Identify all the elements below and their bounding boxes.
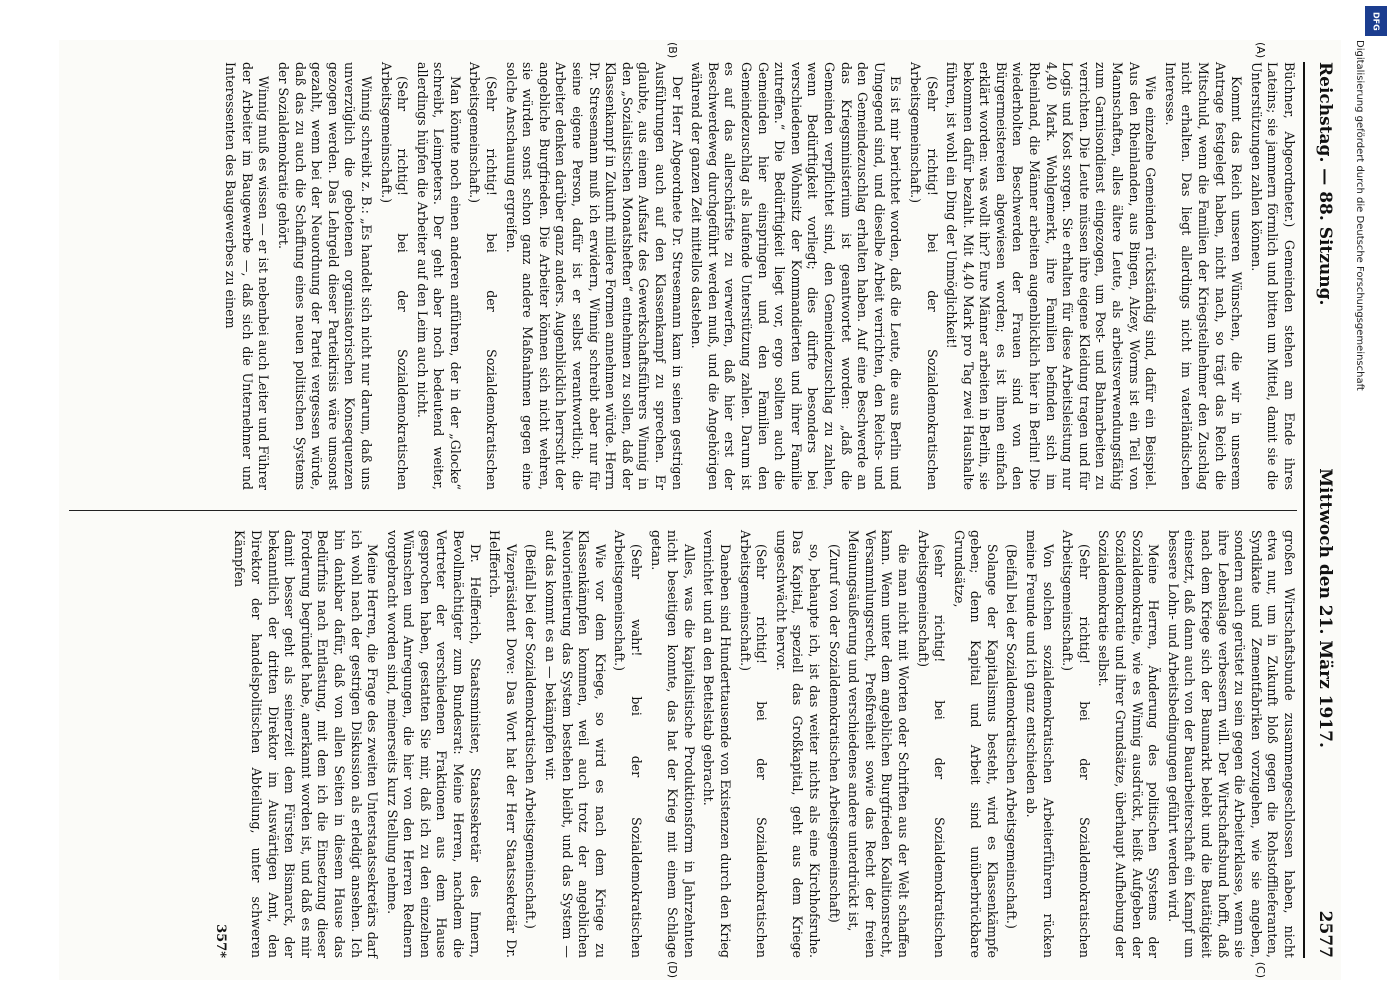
paragraph: Meine Herren, die Frage des zweiten Unterstaatssekretärs darf ich wohl nach der gestrigen Diskussion als erledigt ansehen. Ich bin dankbar dafür, daß von allen Seiten in diesem Hause das Bedürfnis nach Entlastung, mit dem ich die Einsetzung dieser Forderung begründet habe, anerkannt worden ist, und daß es mir damit besser geht als seinerzeit dem Fürsten Bismarck, der bekanntlich der dritten Direktor im Auswärtigen Amt, den Direktor der handelspolitischen Abteilung, unter schweren Kämpfen <box>232 530 381 958</box>
paragraph: Kommt das Reich unseren Wünschen, die wir in unserem Antrage festgelegt haben, nicht nach, so trägt das Reich die Mitschuld, wenn die Familien der Kriegsteilnehmer den Zuschlag nicht erhalten. Das liegt allerdings nicht im vaterländischen Interesse. <box>1162 62 1245 490</box>
interjection: (Sehr richtig! bei der Sozialdemokratischen Arbeitsgemeinschaft.) <box>378 62 411 490</box>
document-page <box>59 40 1341 980</box>
paragraph: Daneben sind Hunderttausende von Existenzen durch den Krieg vernichtet und an den Bettelstab gebracht. <box>701 530 733 958</box>
interjection: (Sehr richtig! bei der Sozialdemokratischen Arbeitsgemeinschaft.) <box>1060 530 1092 958</box>
interjection: (sehr richtig! bei der Sozialdemokratischen Arbeitsgemeinschaft) <box>915 530 948 958</box>
paragraph: Es ist mir berichtet worden, daß die Leute, die aus Berlin und Umgegend sind, und dieselbe Arbeit verrichten, den Reichs- und den Gemeindezuschlag erhalten haben. Auf eine Beschwerde an das Kriegsministerium ist geantwortet worden: „daß die Gemeinden verpflichtet sind, den Gemeindezuschlag zu zahlen, wenn Bedürftigkeit vorliegt; dies dürfte besonders bei verschiedenen Wohnsitz der Kommandierten und ihrer Familie zutreffen.“ Die Bedürftigkeit liegt vor, ergo sollten auch die Gemeinden hier einspringen und den Familien den Gemeindezuschlag als laufende Unterstützung zahlen. Darum ist es auf das allerschärfste zu verwerfen, daß hier erst der Beschwerdeweg durchgeführt werden muß, und die Angehörigen während der ganzen Zeit mittellos dastehen. <box>689 62 904 490</box>
paragraph: Der Herr Abgeordnete Dr. Stresemann kam in seinen gestrigen Ausführungen auch auf den Klassenkampf zu sprechen. Er glaubte, aus einem Aufsatz des Gewerkschaftsführers Winnig in den „Sozialistischen Monatsheften“ entnehmen zu sollen, daß der Klassenkampf in Zukunft mildere Formen annehmen würde. Herrn Dr. Stresemann muß ich erwidern, Winnig schreibt aber nur für seine eigene Person, dafür ist er selbst verantwortlich; die Arbeiter denken darüber ganz anders. Augenblicklich herrscht der angebliche Burgfrieden. Die Arbeiter können sich nicht wehren, sie würden sonst schon ganz andere Maßnahmen gegen eine solche Anschauung ergreifen. <box>503 62 685 490</box>
margin-mark-d: (D) <box>666 960 679 978</box>
speaker-paragraph: Dr. Helfferich, Staatsminister, Staatssekretär des Innern, Bevollmächtigter zum Bundesrat: Meine Herren, nachdem die Vertreter der verschiedenen Fraktionen aus dem Hause gesprochen haben, gestatten Sie mir, daß ich zu den einzelnen Wünschen und Anregungen, die hier von den Herren Rednern vorgebracht worden sind, meinerseits kurz Stellung nehme. <box>384 530 483 958</box>
digitization-credit: Digitalisierung gefördert durch die Deutsche Forschungsgemeinschaft <box>1354 40 1365 391</box>
right-column <box>69 530 1297 978</box>
left-column <box>69 42 1297 490</box>
interjection: (Beifall bei der Sozialdemokratischen Arbeitsgemeinschaft.) <box>523 544 539 929</box>
paragraph: Man könnte noch einen anderen anführen, der in der „Glocke“ schreibt, Leimpeters. Der geht aber noch bedeutend weiter, allerdings hüpfen die Arbeiter auf den Leim auch nicht. <box>414 62 463 490</box>
interjection: (Sehr wahr! bei der Sozialdemokratischen Arbeitsgemeinschaft.) <box>612 530 645 958</box>
paragraph: Winnig schreibt z. B.: „Es handelt sich nicht nur darum, daß uns unverzüglich die gebotenen organisatorischen Konsequenzen gezogen werden. Das Lehrgeld dieser Parteikrisis wäre umsonst gezahlt, wenn bei der Neuordnung der Partei vergessen würde, daß das zu auch die Schaffung eines neuen politischen Systems der Sozialdemokratie gehört. <box>275 62 374 490</box>
paragraph: Solange der Kapitalismus besteht, wird es Klassenkämpfe geben; denn Kapital und Arbeit sind unüberbrückbare Grundsätze, <box>951 530 1000 958</box>
paragraph: großen Wirtschaftsbunde zusammengeschlossen haben, nicht etwa nur, um in Zukunft bloß gegen die Rohstofflieferanten, Syndikate und Zementfabriken vorzugehen, wie sie angeben, sondern auch gerüstet zu sein gegen die Arbeiterklasse, wenn sie ihre Lebenslage verbessern will. Der Wirtschaftsbund hofft, daß nach dem Kriege sich der Baumarkt belebt und die Bautätigkeit einsetzt, daß dann auch von der Bauarbeiterschaft ein Kampf um bessere Lohn- und Arbeitsbedingungen geführt werden wird. <box>1165 530 1297 958</box>
paragraph: Büchner, Abgeordneter.) Gemeinden stehen am Ende ihres Lateins; sie jammern förmlich und bitten um Mittel, damit sie die Unterstützungen zahlen können. <box>1248 62 1297 490</box>
interjection: (Sehr richtig! bei der Sozialdemokratischen Arbeitsgemeinschaft.) <box>467 62 500 490</box>
paragraph: Alles, was die kapitalistische Produktionsform in Jahrzehnten nicht beseitigen konnte, das hat der Krieg mit einem Schlage getan. <box>648 530 697 958</box>
paragraph: die man nicht mit Worten oder Schriften aus der Welt schaffen kann. Wenn unter dem angeblichen Burgfrieden Koalitionsrecht, Versammlungsrecht, Preßfreiheit sowie das Recht der freien Meinungsäußerung und verschiedenes andere unterdrückt ist, <box>846 530 911 958</box>
page-header <box>1303 62 1335 958</box>
paragraph: Von solchen sozialdemokratischen Arbeiterführern rücken meine Freunde und ich ganz entschieden ab. <box>1024 530 1056 958</box>
speaker-paragraph: Vizepräsident Dove: Das Wort hat der Herr Staatssekretär Dr. Helfferich. <box>487 530 519 958</box>
margin-mark-a: (A) <box>1254 42 1267 59</box>
page-number: 2577 <box>1315 910 1335 958</box>
interjection: (Sehr richtig! bei der Sozialdemokratischen Arbeitsgemeinschaft.) <box>907 62 940 490</box>
margin-mark-c: (C) <box>1254 961 1267 978</box>
interjection: (Sehr richtig! bei der Sozialdemokratischen Arbeitsgemeinschaft.) <box>737 530 770 958</box>
paragraph: Wie einzelne Gemeinden rückständig sind, dafür ein Beispiel. Aus den Rheinlanden, aus Bingen, Alzey, Worms ist ein Teil von Mannschaften, alles ältere Leute, als arbeitsverwendungsfähig zum Garnisondienst eingezogen, um Post- und Bahnarbeiten zu verrichten. Die Leute müssen ihre eigene Kleidung tragen und für Logis und Kost sorgen. Sie erhalten für diese Arbeitsleistung nur 4,40 Mark. Wohlgemerkt, ihre Familien befinden sich im Rheinland, die Männer arbeiten augenblicklich hier in Berlin! Die wiederholten Beschwerden der Frauen sind von den Bürgermeistereien abgewiesen worden; es ist ihnen einfach erklärt worden: was wollt ihr? Eure Männer arbeiten in Berlin, sie bekommen dafür bezahlt. Mit 4,40 Mark pro Tag zwei Haushalte führen, ist wohl ein Ding der Unmöglichkeit! <box>944 62 1159 490</box>
header-left: Reichstag. — 88. Sitzung. <box>1315 62 1335 306</box>
interjection: (Beifall bei der Sozialdemokratischen Arbeitsgemeinschaft.) <box>1004 544 1020 929</box>
interjection: (Zuruf von der Sozialdemokratischen Arbeitsgemeinschaft) <box>826 544 842 923</box>
text-columns <box>69 42 1297 978</box>
dfg-logo-icon: DFG <box>1365 6 1387 36</box>
paragraph: Wie vor dem Kriege, so wird es nach dem Kriege zu Klassenkämpfen kommen, weil auch trotz der angeblichen Neuorientierung das System bestehen bleibt, und das System — auf das kommt es an — bekämpfen wir. <box>543 530 608 958</box>
footer-number: 357* <box>212 924 228 958</box>
paragraph: Meine Herren, Änderung des politischen Systems der Sozialdemokratie, wie es Winnig ausdrückt, heißt Aufgeben der Sozialdemokratie und ihrer Grundsätze, überhaupt Aufhebung der Sozialdemokratie selbst. <box>1096 530 1162 958</box>
paragraph: Winnig muß es wissen — er ist nebenbei auch Leiter und Führer der Arbeiter im Baugewerbe —, daß sich die Unternehmer und Interessenten des Baugewerbes zu einem <box>223 62 272 490</box>
header-date: Mittwoch den 21. März 1917. <box>1315 468 1335 748</box>
paragraph: so, behaupte ich, ist das weiter nichts als eine Kirchhofsruhe. Das Kapital, speziell das Großkapital, geht aus dem Kriege ungeschwächt hervor. <box>773 530 822 958</box>
margin-mark-b: (B) <box>666 42 679 59</box>
